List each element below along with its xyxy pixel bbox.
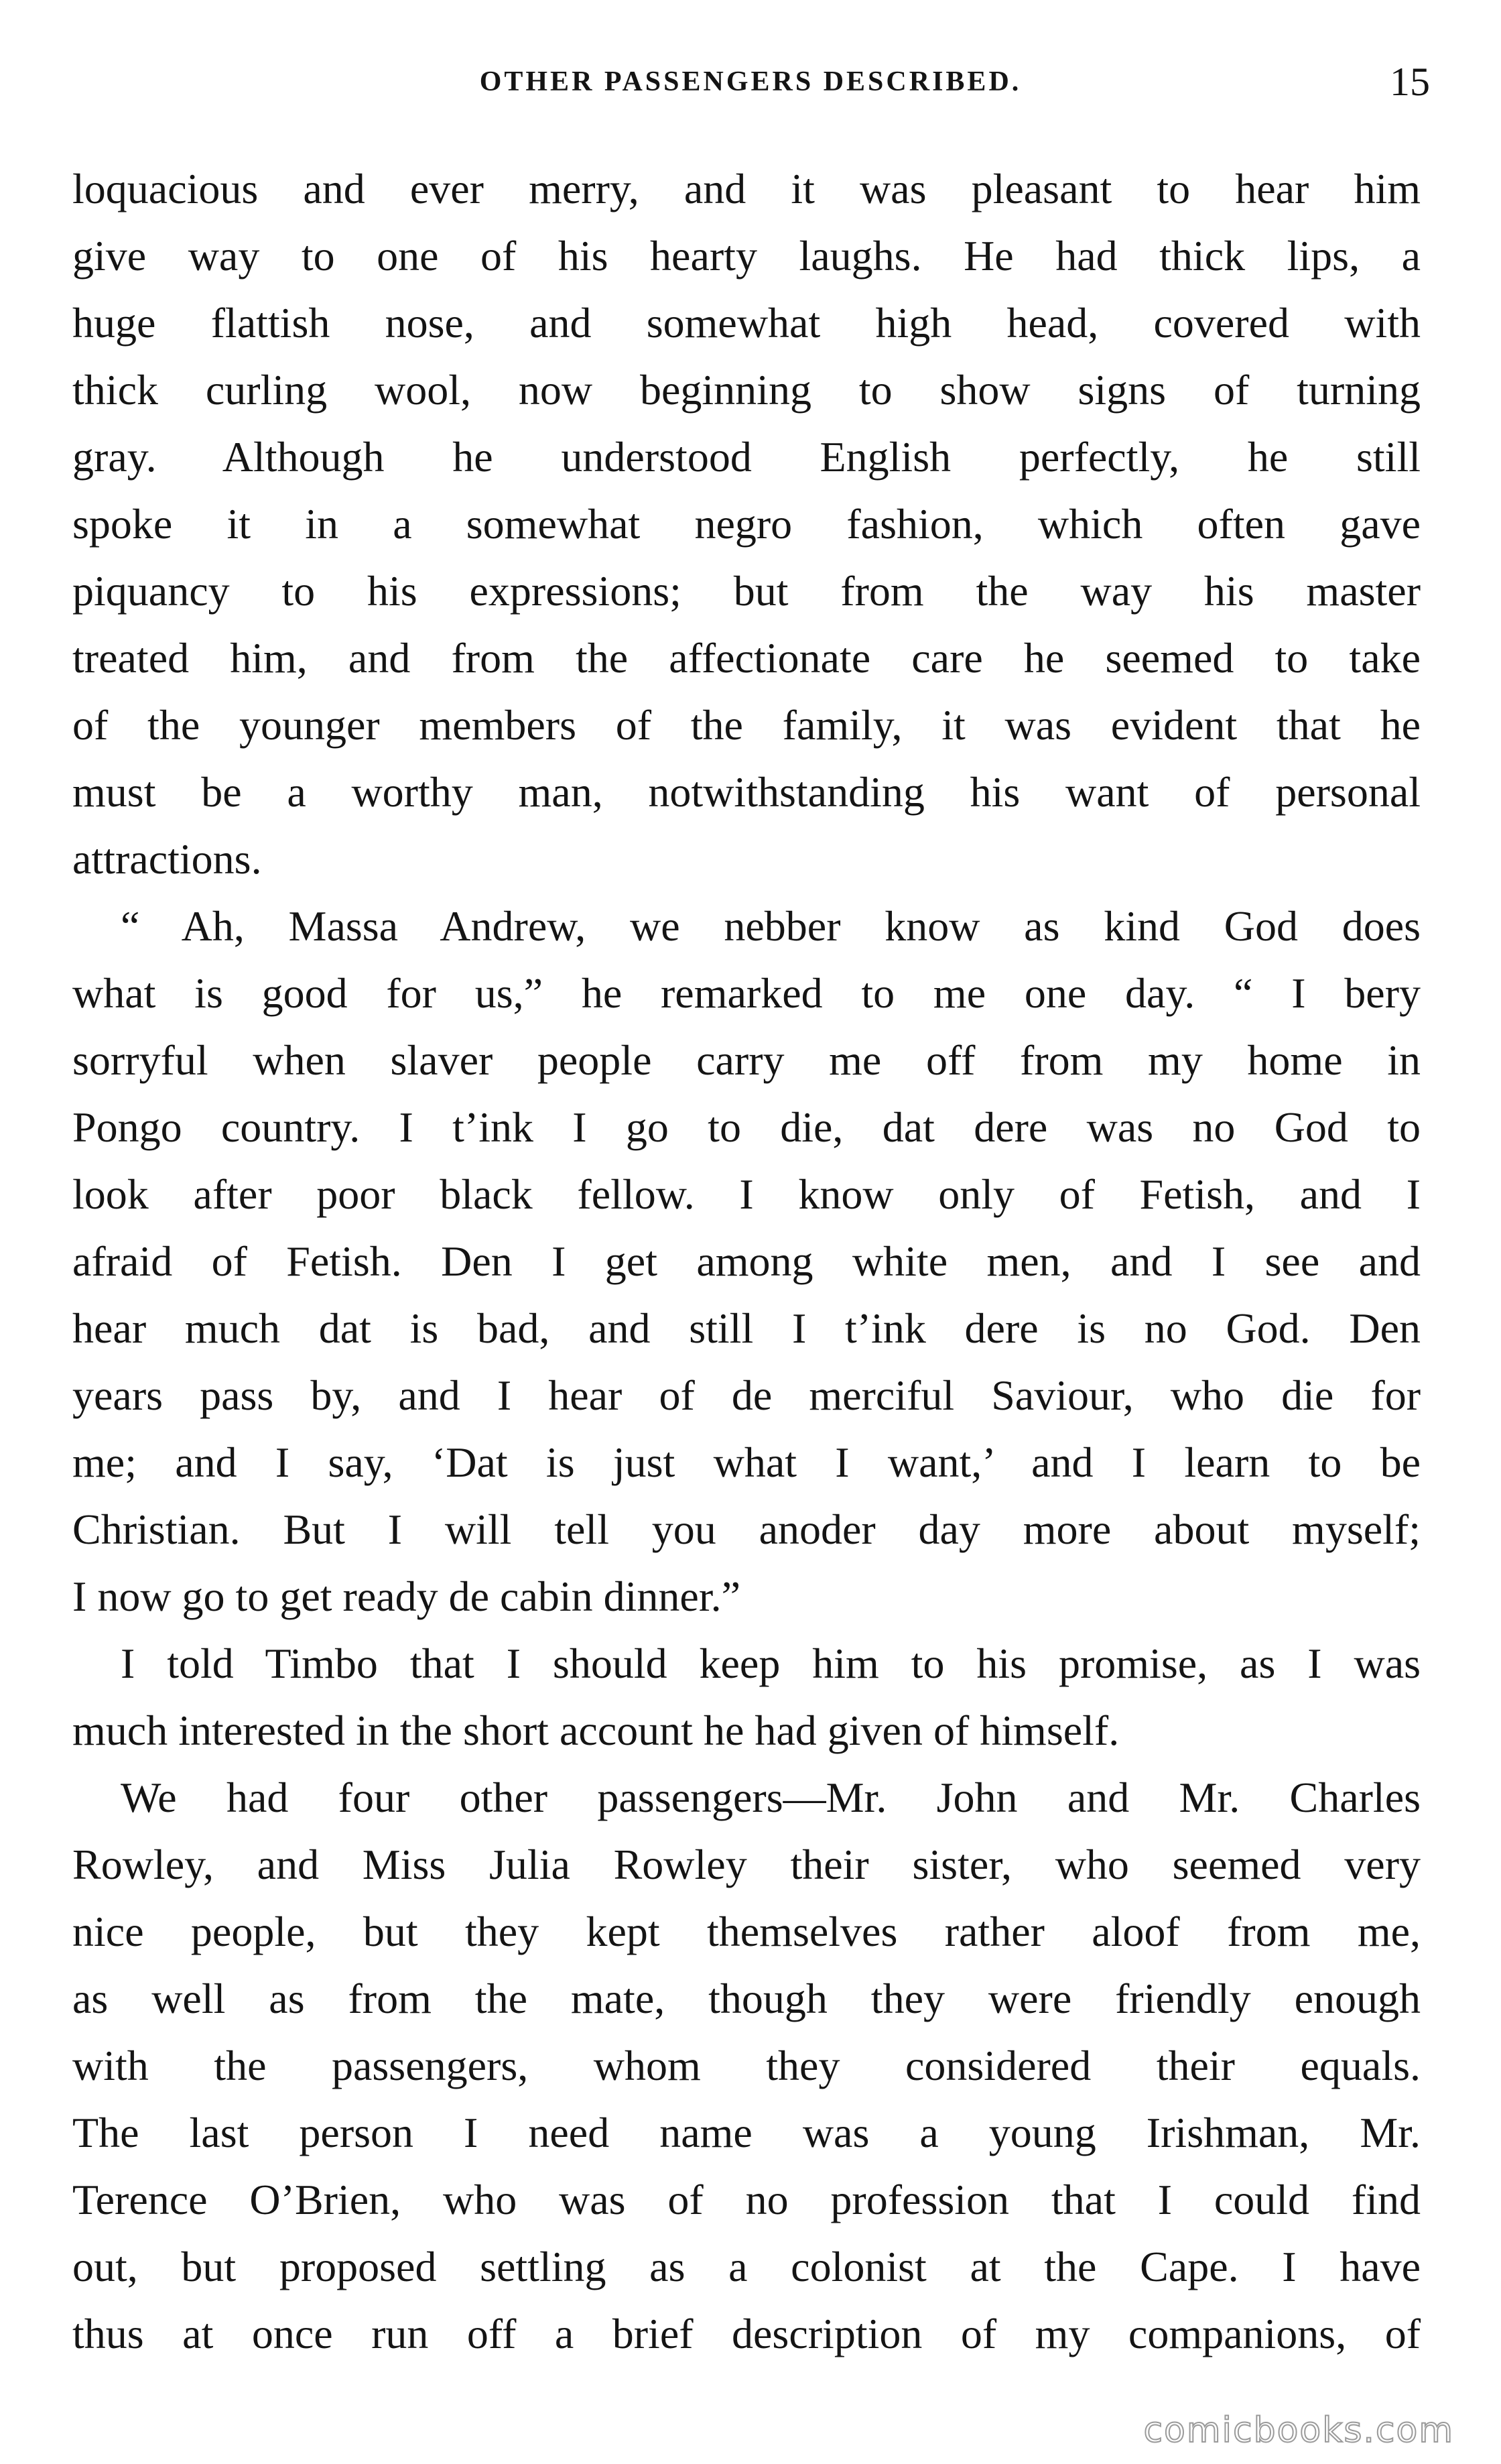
text-line: me; and I say, ‘Dat is just what I want,’ and I learn to be bbox=[72, 1438, 1421, 1486]
running-head: OTHER PASSENGERS DESCRIBED. bbox=[479, 66, 1022, 97]
text-line: give way to one of his hearty laughs. He had thick lips, a bbox=[72, 232, 1421, 280]
text-line: I now go to get ready de cabin dinner.” bbox=[72, 1573, 740, 1620]
body-text bbox=[72, 156, 1421, 2367]
text-line: as well as from the mate, though they were friendly enough bbox=[72, 1975, 1421, 2022]
text-line: sorryful when slaver people carry me off from my home in bbox=[72, 1036, 1421, 1084]
text-line: what is good for us,” he remarked to me one day. “ I bery bbox=[72, 969, 1421, 1017]
page-header bbox=[67, 59, 1434, 113]
text-line: We had four other passengers—Mr. John and Mr. Charles bbox=[121, 1774, 1421, 1821]
text-line: I told Timbo that I should keep him to his promise, as I was bbox=[121, 1640, 1421, 1687]
text-line: Christian. But I will tell you anoder day more about myself; bbox=[72, 1505, 1421, 1553]
text-line: piquancy to his expressions; but from the way his master bbox=[72, 567, 1421, 615]
text-line: must be a worthy man, notwithstanding his want of personal bbox=[72, 768, 1421, 816]
text-line: out, but proposed settling as a colonist at the Cape. I have bbox=[72, 2243, 1421, 2290]
text-line: years pass by, and I hear of de merciful Saviour, who die for bbox=[72, 1371, 1421, 1419]
text-line: hear much dat is bad, and still I t’ink dere is no God. Den bbox=[72, 1304, 1421, 1352]
text-line: huge flattish nose, and somewhat high head, covered with bbox=[72, 299, 1421, 347]
text-line: nice people, but they kept themselves rather aloof from me, bbox=[72, 1908, 1421, 1955]
watermark: comicbooks.com bbox=[1143, 2410, 1454, 2451]
text-line: Rowley, and Miss Julia Rowley their sister, who seemed very bbox=[72, 1841, 1421, 1888]
text-line: gray. Although he understood English perfectly, he still bbox=[72, 433, 1421, 481]
text-line: loquacious and ever merry, and it was pleasant to hear him bbox=[72, 165, 1421, 212]
text-line: Terence O’Brien, who was of no profession that I could find bbox=[72, 2176, 1421, 2223]
text-line: look after poor black fellow. I know only of Fetish, and I bbox=[72, 1170, 1421, 1218]
text-line: afraid of Fetish. Den I get among white men, and I see and bbox=[72, 1237, 1421, 1285]
page-number: 15 bbox=[1390, 60, 1430, 104]
text-line: thus at once run off a brief description of my companions, of bbox=[72, 2310, 1421, 2357]
text-line: with the passengers, whom they considered their equals. bbox=[72, 2042, 1421, 2089]
text-line: much interested in the short account he had given of himself. bbox=[72, 1707, 1120, 1754]
text-line: of the younger members of the family, it was evident that he bbox=[72, 701, 1421, 749]
text-line: Pongo country. I t’ink I go to die, dat dere was no God to bbox=[72, 1103, 1421, 1151]
text-line: The last person I need name was a young Irishman, Mr. bbox=[72, 2109, 1421, 2156]
text-line: spoke it in a somewhat negro fashion, which often gave bbox=[72, 500, 1421, 548]
text-line: thick curling wool, now beginning to show signs of turning bbox=[72, 366, 1421, 414]
text-line: treated him, and from the affectionate care he seemed to take bbox=[72, 634, 1421, 682]
text-line: “ Ah, Massa Andrew, we nebber know as kind God does bbox=[121, 902, 1421, 950]
text-line: attractions. bbox=[72, 835, 262, 883]
